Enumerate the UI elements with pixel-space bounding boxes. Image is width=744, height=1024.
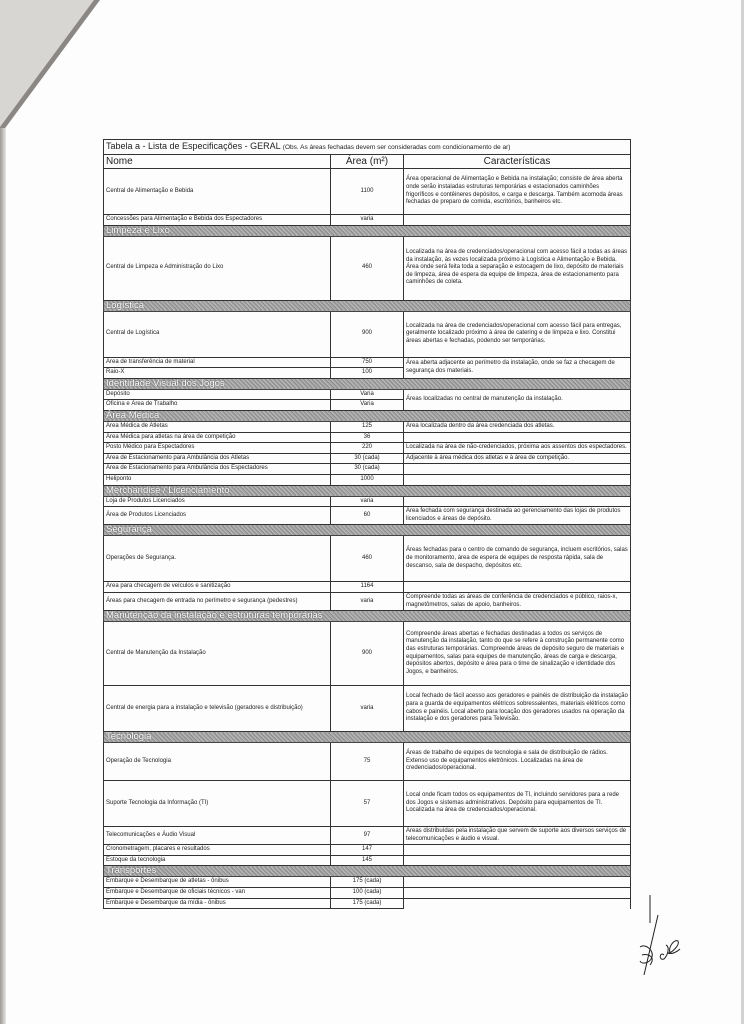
row-characteristics: Área fechada com segurança destinada ao gerenciamento das lojas de produtos licenciados e áreas de depósito. — [404, 507, 631, 525]
row-name: Loja de Produtos Licenciados — [104, 496, 331, 507]
section-title: Transportes — [104, 866, 631, 877]
section-header — [104, 410, 631, 421]
section-header — [104, 732, 631, 743]
table-title-row — [104, 140, 631, 155]
row-name: Embarque e Desembarque de oficiais técnicos - van — [104, 888, 331, 899]
row-characteristics — [404, 582, 631, 593]
row-name: Heliponto — [104, 474, 331, 485]
section-title: Limpeza e Lixo — [104, 225, 631, 236]
row-area: varia — [331, 496, 404, 507]
row-name: Central de Limpeza e Administração do Lixo — [104, 236, 331, 300]
row-name: Área Médica de Atletas — [104, 421, 331, 432]
table-row — [104, 845, 631, 856]
row-name: Embarque e Desembarque da mídia - ônibus — [104, 898, 331, 909]
table-row — [104, 877, 631, 888]
column-header-area: Área (m²) — [331, 155, 404, 169]
table-row — [104, 622, 631, 686]
row-area: varia — [331, 215, 404, 226]
section-header — [104, 866, 631, 877]
row-name: Central de Logística — [104, 311, 331, 357]
table-row — [104, 888, 631, 899]
row-characteristics — [404, 215, 631, 226]
row-area: 147 — [331, 845, 404, 856]
row-characteristics — [404, 845, 631, 856]
section-title: Área Médica — [104, 410, 631, 421]
table-row — [104, 496, 631, 507]
row-area: 30 (cada) — [331, 464, 404, 475]
table-row — [104, 592, 631, 610]
row-characteristics — [404, 464, 631, 475]
section-header — [104, 378, 631, 389]
row-area: varia — [331, 592, 404, 610]
row-name: Área de transferência de material — [104, 357, 331, 368]
table-row — [104, 781, 631, 827]
row-characteristics: Área operacional de Alimentação e Bebida na instalação; consiste de área aberta onde serão instaladas estruturas temporárias e estacionados caminhões frigoríficos e contêineres depósitos, e carga e descarga. Também acomoda áreas fechadas de preparo de comida, escritórios, banheiros etc. — [404, 169, 631, 215]
row-area: 36 — [331, 432, 404, 443]
row-characteristics: Localizada na área de credenciados/operacional com acesso fácil para entregas, geralmente localizado próximo à área de catering e de limpeza e lixo. Constitui áreas abertas e fechadas, podendo ser temporárias. — [404, 311, 631, 357]
row-characteristics — [404, 888, 631, 899]
specifications-table — [103, 139, 631, 909]
table-row — [104, 827, 631, 845]
row-characteristics — [404, 898, 631, 909]
row-characteristics: Áreas localizadas no central de manutenção da instalação. — [404, 389, 631, 410]
row-characteristics: Área localizada dentro da área credenciada dos atletas. — [404, 421, 631, 432]
row-characteristics: Áreas distribuídas pela instalação que servem de suporte aos diversos serviços de telecomunicações e áudio e visual. — [404, 827, 631, 845]
table-row — [104, 357, 631, 368]
section-title: Manutenção da instalação e estruturas temporárias — [104, 611, 631, 622]
section-title: Logística — [104, 300, 631, 311]
table-row — [104, 507, 631, 525]
row-characteristics — [404, 432, 631, 443]
row-name: Operação de Tecnologia — [104, 743, 331, 781]
row-area: 175 (cada) — [331, 877, 404, 888]
table-row — [104, 686, 631, 732]
row-area: 97 — [331, 827, 404, 845]
row-characteristics: Localizada na área de não-credenciados, próxima aos assentos dos espectadores. — [404, 443, 631, 454]
table-row — [104, 311, 631, 357]
section-title: Segurança — [104, 525, 631, 536]
row-characteristics: Local onde ficam todos os equipamentos de TI, incluindo servidores para a rede dos Jogos e sistemas administrativos. Depósito para equipamentos de TI. Localizada na área de credenciados/operacional. — [404, 781, 631, 827]
row-characteristics — [404, 474, 631, 485]
row-characteristics: Áreas de trabalho de equipes de tecnologia e sala de distribuição de rádios. Extenso uso de equipamentos eletrônicos. Localizadas na área de credenciados/operacional. — [404, 743, 631, 781]
table-row — [104, 855, 631, 866]
row-name: Cronometragem, placares e resultados — [104, 845, 331, 856]
folded-page-corner — [0, 0, 100, 135]
table-row — [104, 464, 631, 475]
table-row — [104, 421, 631, 432]
table-row — [104, 443, 631, 454]
row-name: Central de energia para a instalação e televisão (geradores e distribuição) — [104, 686, 331, 732]
row-characteristics: Área aberta adjacente ao perímetro da instalação, onde se faz a checagem de segurança dos materiais. — [404, 357, 631, 378]
table-title — [104, 140, 631, 155]
row-characteristics — [404, 877, 631, 888]
scan-left-edge — [0, 128, 6, 1024]
row-area: 220 — [331, 443, 404, 454]
row-name: Área de Produtos Licenciados — [104, 507, 331, 525]
row-characteristics: Localizada na área de credenciados/operacional com acesso fácil a todas as áreas da instalação, às vezes localizada próximo à Logística e Alimentação e Bebida. Área onde será feita toda a separação e estocagem de lixo, depósito de materiais de limpeza, área de espera da equipe de limpeza, área de estacionamento para caminhões de coleta. — [404, 236, 631, 300]
section-header — [104, 485, 631, 496]
row-area: 1164 — [331, 582, 404, 593]
row-area: 460 — [331, 236, 404, 300]
row-area: 60 — [331, 507, 404, 525]
row-area: 30 (cada) — [331, 453, 404, 464]
row-area: 125 — [331, 421, 404, 432]
row-name: Concessões para Alimentação e Bebida dos Espectadores — [104, 215, 331, 226]
row-characteristics: Local fechado de fácil acesso aos geradores e painéis de distribuição da instalação para a guarda de equipamentos elétricos sobressalentes, materiais elétricos como cabos e painéis. Local aberto para locação dos geradores usados na operação da instalação e dos geradores para Televisão. — [404, 686, 631, 732]
handwritten-signature — [628, 895, 698, 975]
section-title: Identidade Visual dos Jogos — [104, 378, 631, 389]
row-name: Telecomunicações e Áudio Visual — [104, 827, 331, 845]
row-characteristics: Áreas fechadas para o centro de comando de segurança, incluem escritórios, salas de monitoramento, área de espera de equipes de resposta rápida, sala de descanso, sala de despacho, depósitos etc. — [404, 536, 631, 582]
column-header-name: Nome — [104, 155, 331, 169]
row-name: Central de Manutenção da Instalação — [104, 622, 331, 686]
table-row — [104, 582, 631, 593]
table-row — [104, 474, 631, 485]
row-characteristics: Adjacente à área médica dos atletas e à área de competição. — [404, 453, 631, 464]
row-name: Áreas para checagem de entrada no perímetro e segurança (pedestres) — [104, 592, 331, 610]
row-area: 100 — [331, 368, 404, 379]
table-row — [104, 389, 631, 400]
row-name: Área de Estacionamento para Ambulância dos Atletas — [104, 453, 331, 464]
row-name: Área para checagem de veículos e sanitização — [104, 582, 331, 593]
section-header — [104, 611, 631, 622]
row-name: Embarque e Desembarque de atletas - ônibus — [104, 877, 331, 888]
row-area: 175 (cada) — [331, 898, 404, 909]
table-row — [104, 215, 631, 226]
table-row — [104, 898, 631, 909]
title-text: Tabela a - Lista de Especificações - GERAL — [106, 141, 281, 151]
row-area: 57 — [331, 781, 404, 827]
row-characteristics — [404, 855, 631, 866]
section-title: Tecnologia — [104, 732, 631, 743]
row-area: 1000 — [331, 474, 404, 485]
row-name: Raio-X — [104, 368, 331, 379]
section-header — [104, 300, 631, 311]
row-area: 900 — [331, 311, 404, 357]
row-characteristics: Compreende áreas abertas e fechadas destinadas a todos os serviços de manutenção da instalação, tanto do que se refere à construção permanente como das estruturas temporárias. Compreende áreas de depósito seguro de materiais e equipamentos, salas para equipes de manutenção, áreas de carga e descarga, depósitos abertos, depósito e área para o time de sinalização e identidade dos Jogos, e banheiros. — [404, 622, 631, 686]
row-area: 145 — [331, 855, 404, 866]
table-row — [104, 453, 631, 464]
row-name: Oficina e Área de Trabalho — [104, 400, 331, 411]
row-area: Varia — [331, 400, 404, 411]
table-row — [104, 236, 631, 300]
row-name: Área de Estacionamento para Ambulância dos Espectadores — [104, 464, 331, 475]
specifications-document — [103, 139, 631, 909]
row-name: Posto Médico para Espectadores — [104, 443, 331, 454]
row-name: Estoque da tecnologia — [104, 855, 331, 866]
row-area: 750 — [331, 357, 404, 368]
section-header — [104, 225, 631, 236]
table-row — [104, 743, 631, 781]
section-title: Merchandise / Licenciamento — [104, 485, 631, 496]
title-note: (Obs. As áreas fechadas devem ser consideradas com condicionamento de ar) — [282, 144, 511, 151]
table-row — [104, 169, 631, 215]
row-area: 100 (cada) — [331, 888, 404, 899]
table-row — [104, 432, 631, 443]
column-header-characteristics: Características — [404, 155, 631, 169]
row-area: 75 — [331, 743, 404, 781]
table-row — [104, 536, 631, 582]
row-area: 900 — [331, 622, 404, 686]
row-name: Central de Alimentação e Bebida — [104, 169, 331, 215]
row-name: Operações de Segurança. — [104, 536, 331, 582]
row-characteristics: Compreende todas as áreas de conferência de credenciados e público, raios-x, magnetômetros, salas de apoio, banheiros. — [404, 592, 631, 610]
row-area: varia — [331, 686, 404, 732]
row-area: Varia — [331, 389, 404, 400]
row-name: Área Médica para atletas na área de competição — [104, 432, 331, 443]
column-header-row — [104, 155, 631, 169]
row-name: Depósito — [104, 389, 331, 400]
row-area: 1100 — [331, 169, 404, 215]
row-characteristics — [404, 496, 631, 507]
row-area: 460 — [331, 536, 404, 582]
row-name: Suporte Tecnologia da Informação (TI) — [104, 781, 331, 827]
section-header — [104, 525, 631, 536]
